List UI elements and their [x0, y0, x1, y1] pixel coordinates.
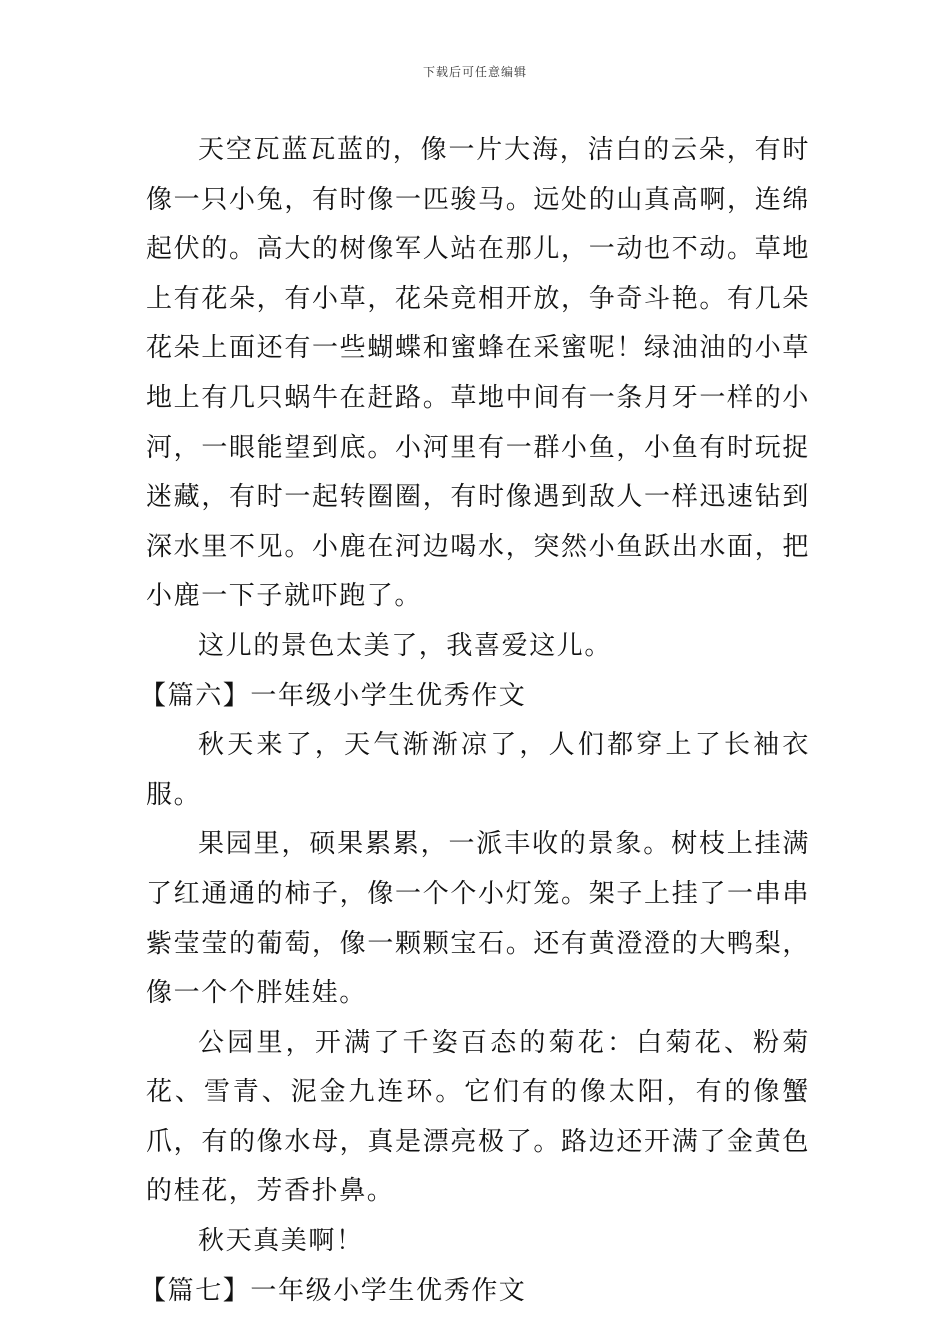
section-heading: 【篇七】一年级小学生优秀作文 [140, 1275, 527, 1306]
paragraph: 天空瓦蓝瓦蓝的，像一片大海，洁白的云朵，有时像一只小兔，有时像一匹骏马。远处的山真高啊，连绵起伏的。高大的树像军人站在那儿，一动也不动。草地上有花朵，有小草，花朵竞相开放，争奇斗艳。有几朵花朵上面还有一些蝴蝶和蜜蜂在采蜜呢！绿油油的小草地上有几只蜗牛在赶路。草地中间有一条月牙一样的小河，一眼能望到底。小河里有一群小鱼，小鱼有时玩捉迷藏，有时一起转圈圈，有时像遇到敌人一样迅速钻到深水里不见。小鹿在河边喝水，突然小鱼跃出水面，把小鹿一下子就吓跑了。 [146, 135, 810, 612]
paragraph: 公园里，开满了千姿百态的菊花：白菊花、粉菊花、雪青、泥金九连环。它们有的像太阳，有的像蟹爪，有的像水母，真是漂亮极了。路边还开满了金黄色的桂花，芳香扑鼻。 [146, 1027, 810, 1207]
paragraph: 果园里，硕果累累，一派丰收的景象。树枝上挂满了红通通的柿子，像一个个小灯笼。架子上挂了一串串紫莹莹的葡萄，像一颗颗宝石。还有黄澄澄的大鸭梨，像一个个胖娃娃。 [146, 829, 810, 1009]
section-heading: 【篇六】一年级小学生优秀作文 [140, 680, 527, 711]
paragraph: 秋天真美啊！ [198, 1226, 364, 1257]
page-header: 下载后可任意编辑 [422, 65, 527, 79]
paragraph: 这儿的景色太美了，我喜爱这儿。 [198, 630, 613, 661]
document-body [140, 126, 810, 1316]
paragraph: 秋天来了，天气渐渐凉了，人们都穿上了长袖衣服。 [146, 730, 810, 810]
